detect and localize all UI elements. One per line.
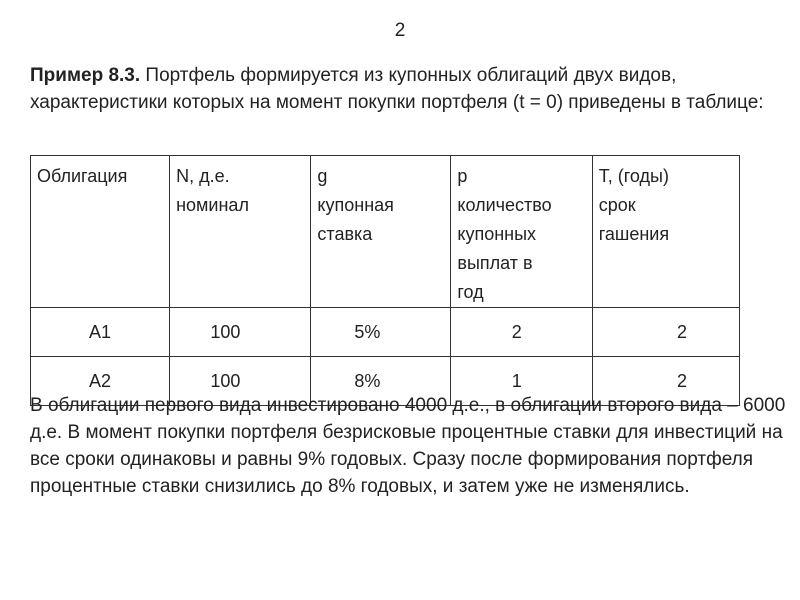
page-number: 2 xyxy=(394,20,406,41)
cell-coupon-rate: 5% xyxy=(311,308,451,357)
header-bond xyxy=(31,156,170,308)
investment-conditions-text: В облигации первого вида инвестировано 4000 д.е., в облигации второго вида – 6000 д.е. В момент покупки портфеля безрисковые процентные ставки для инвестиций на все сроки одинаковы и равны 9% годовых. Сразу после формирования портфеля процентные ставки снизились до 8% годовых, и затем уже не изменялись. xyxy=(30,395,786,497)
cell-maturity: 2 xyxy=(592,308,739,357)
problem-statement xyxy=(30,62,770,116)
bond-table xyxy=(30,155,740,406)
cell-bond: A2 xyxy=(31,357,170,406)
cell-nominal: 100 xyxy=(170,357,311,406)
cell-payments-per-year: 2 xyxy=(451,308,592,357)
header-line: ставка xyxy=(317,224,373,244)
header-line: N, д.е. xyxy=(176,166,230,186)
header-line: купонная xyxy=(317,195,394,215)
header-nominal xyxy=(170,156,311,308)
header-line: количество xyxy=(457,195,552,215)
header-line: g xyxy=(317,166,328,186)
header-line: выплат в xyxy=(457,253,533,273)
header-line: Облигация xyxy=(37,166,128,186)
cell-maturity: 2 xyxy=(592,357,739,406)
table-row xyxy=(31,308,740,357)
header-line: год xyxy=(457,282,484,302)
header-line: номинал xyxy=(176,195,249,215)
header-line: p xyxy=(457,166,468,186)
cell-coupon-rate: 8% xyxy=(311,357,451,406)
table-header-row xyxy=(31,156,740,308)
cell-nominal: 100 xyxy=(170,308,311,357)
header-line: срок xyxy=(598,195,636,215)
cell-payments-per-year: 1 xyxy=(451,357,592,406)
header-line: гашения xyxy=(598,224,670,244)
example-label: Пример 8.3. xyxy=(30,65,141,86)
header-line: T, (годы) xyxy=(598,166,669,186)
cell-bond: A1 xyxy=(31,308,170,357)
header-coupon-rate xyxy=(311,156,451,308)
header-line: купонных xyxy=(457,224,537,244)
header-maturity xyxy=(592,156,739,308)
problem-text: Портфель формируется из купонных облигаций двух видов, характеристики которых на момент покупки портфеля (t = 0) приведены в таблице: xyxy=(30,65,764,113)
header-payments-per-year xyxy=(451,156,592,308)
